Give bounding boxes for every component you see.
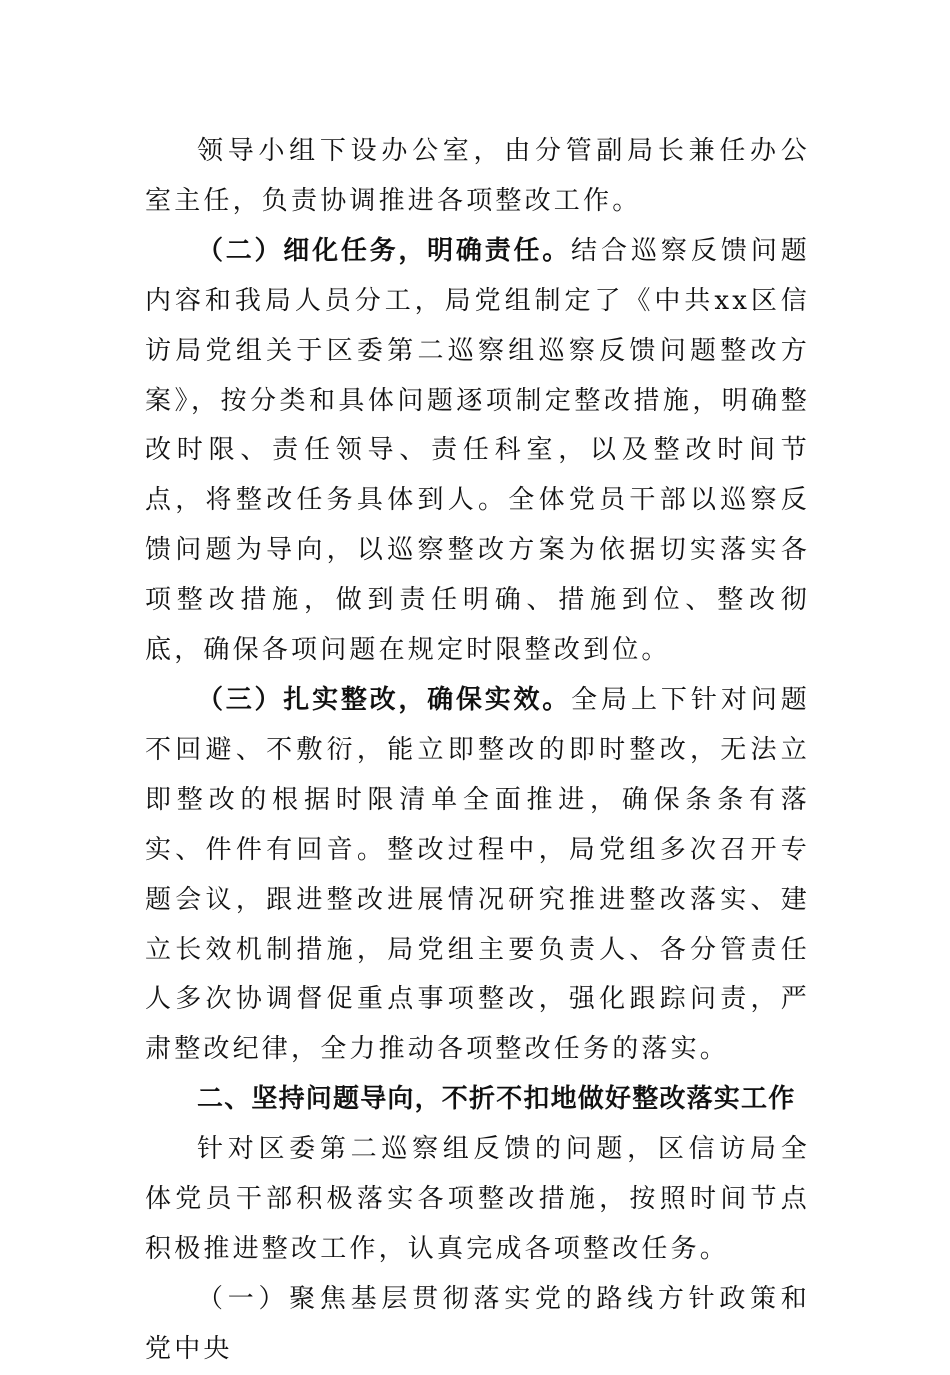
paragraph-subsection-one xyxy=(145,1275,810,1375)
paragraph-response xyxy=(145,1125,810,1275)
paragraph-solid-rectification xyxy=(145,676,810,1075)
paragraph-text: 领导小组下设办公室，由分管副局长兼任办公室主任，负责协调推进各项整改工作。 xyxy=(145,136,810,216)
section-heading: 二、坚持问题导向，不折不扣地做好整改落实工作 xyxy=(197,1084,796,1115)
document-body xyxy=(145,127,810,1375)
paragraph-text: （一）聚焦基层贯彻落实党的路线方针政策和党中央 xyxy=(145,1283,810,1364)
paragraph-office-setup xyxy=(145,127,810,227)
paragraph-lead: （三）扎实整改，确保实效。 xyxy=(197,684,571,715)
paragraph-text: 结合巡察反馈问题内容和我局人员分工，局党组制定了《中共xx区信访局党组关于区委第二巡察组巡察反馈问题整改方案》，按分类和具体问题逐项制定整改措施，明确整改时限、责任领导、责任科室，以及整改时间节点，将整改任务具体到人。全体党员干部以巡察反馈问题为导向，以巡察整改方案为依据切实落实各项整改措施，做到责任明确、措施到位、整改彻底，确保各项问题在规定时限整改到位。 xyxy=(145,235,810,666)
paragraph-lead: （二）细化任务，明确责任。 xyxy=(197,235,571,266)
paragraph-refine-tasks xyxy=(145,227,810,676)
paragraph-text: 针对区委第二巡察组反馈的问题，区信访局全体党员干部积极落实各项整改措施，按照时间节点积极推进整改工作，认真完成各项整改任务。 xyxy=(145,1134,810,1264)
paragraph-text: 全局上下针对问题不回避、不敷衍，能立即整改的即时整改，无法立即整改的根据时限清单全面推进，确保条条有落实、件件有回音。整改过程中，局党组多次召开专题会议，跟进整改进展情况研究推进整改落实、建立长效机制措施，局党组主要负责人、各分管责任人多次协调督促重点事项整改，强化跟踪问责，严肃整改纪律，全力推动各项整改任务的落实。 xyxy=(145,684,810,1065)
